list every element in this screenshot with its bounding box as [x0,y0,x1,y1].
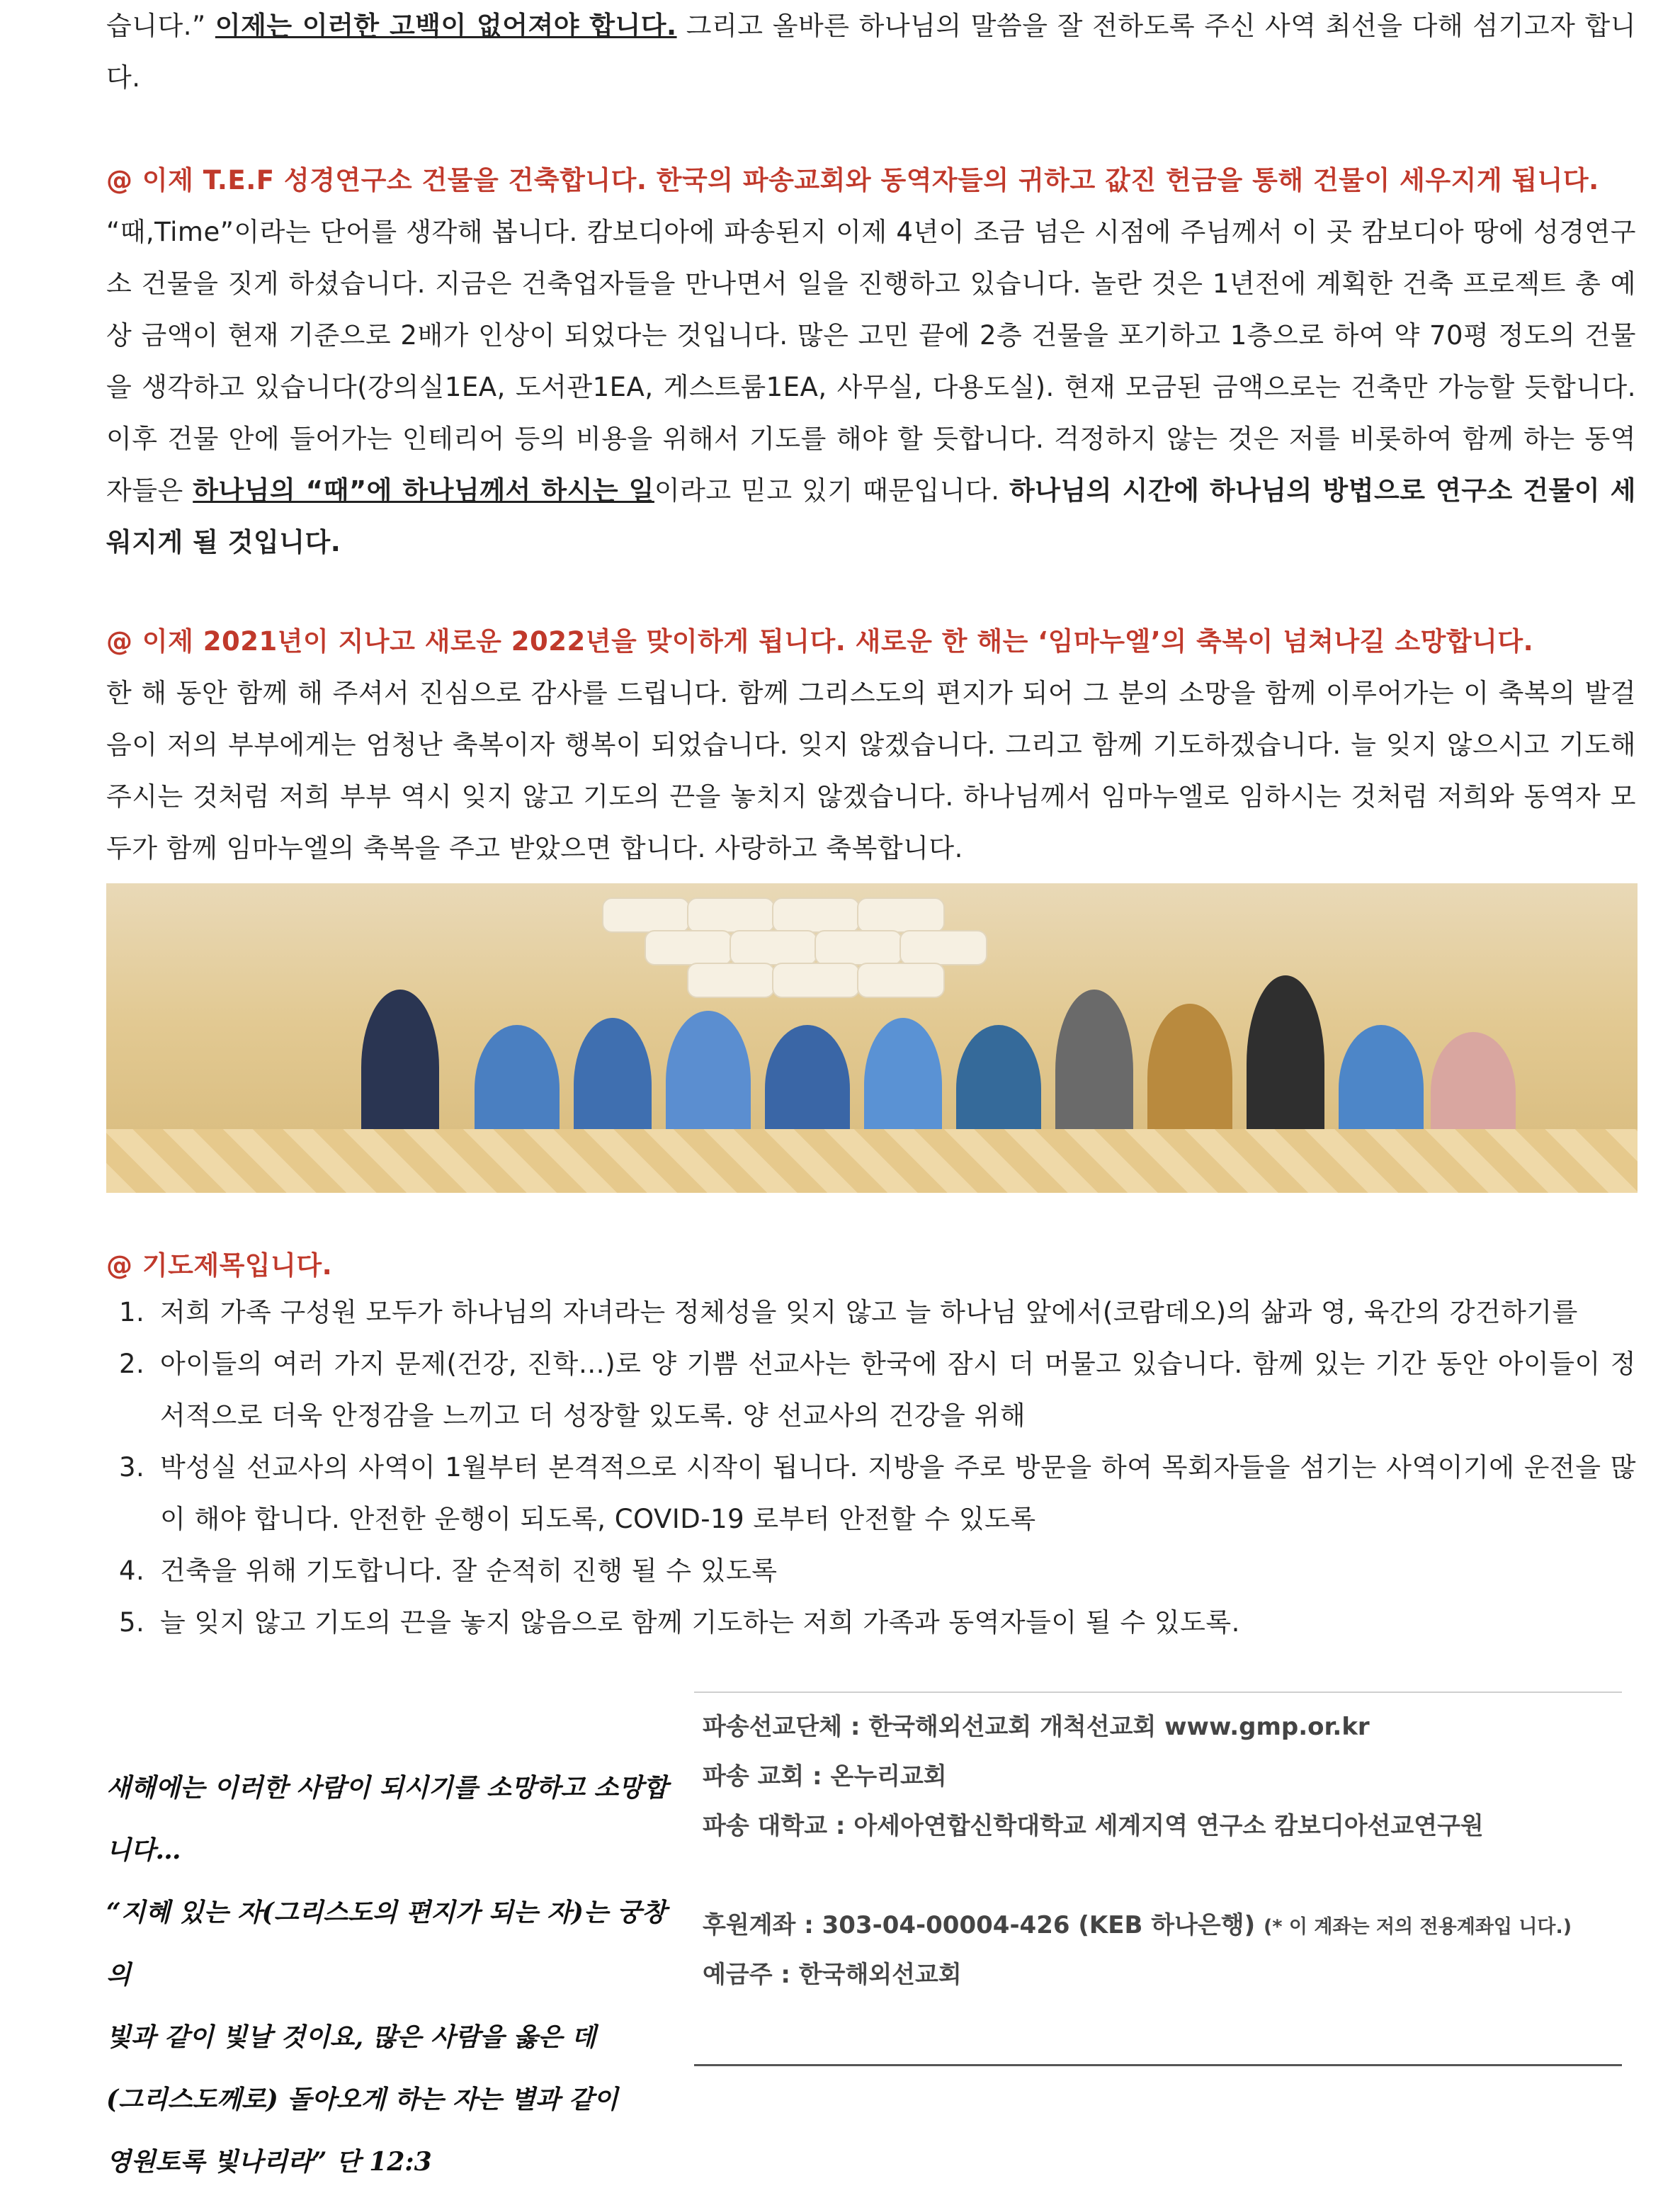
rice-bag [857,897,945,933]
prayer-heading: @ 기도제목입니다. [106,1250,333,1281]
person [361,990,439,1145]
person [1247,975,1324,1152]
rice-bag [857,963,945,998]
divider [694,1692,1622,1693]
divider [694,2064,1622,2066]
donation-account: 후원계좌 : 303-04-00004-426 (KEB 하나은행) (* 이 계좌는 저의 전용계좌입 니다.) [703,1911,1572,1939]
handwritten-verse: 새해에는 이러한 사람이 되시기를 소망하고 소망합니다… “지혜 있는 자(그리스도의 편지가 되는 자)는 궁창의 빛과 같이 빛날 것이요, 많은 사람을 옳은 데 (그리스도께로) 돌아오게 하는 자는 별과 같이 영원토록 빛나리라” 단 12:3 [106,1773,668,2177]
account-holder: 예금주 : 한국해외선교회 [703,1961,962,1989]
section-heading-building: @ 이제 T.E.F 성경연구소 건물을 건축합니다. 한국의 파송교회와 동역자들의 귀하고 값진 헌금을 통해 건물이 세우지게 됩니다. [106,165,1599,196]
prayer-item: 2. 아이들의 여러 가지 문제(건강, 진학…)로 양 기쁨 선교사는 한국에 잠시 더 머물고 있습니다. 함께 있는 기간 동안 아이들이 정서적으로 더욱 안정감을 느끼고 더 성장할 있도록. 양 선교사의 건강을 위해 [119,1349,1636,1431]
rice-bag [687,897,775,933]
sending-university: 파송 대학교 : 아세아연합신학대학교 세계지역 연구소 캄보디아선교연구원 [703,1812,1484,1840]
rice-bag [602,897,690,933]
section-body-new-year: 한 해 동안 함께 해 주셔서 진심으로 감사를 드립니다. 함께 그리스도의 편지가 되어 그 분의 소망을 함께 이루어가는 이 축복의 발걸음이 저의 부부에게는 엄청난 축복이자 행복이 되었습니다. 잊지 않겠습니다. 그리고 함께 기도하겠습니다. 늘 잊지 않으시고 기도해주시는 것처럼 저희 부부 역시 잊지 않고 기도의 끈을 놓치지 않겠습니다. 하나님께서 임마누엘로 임하시는 것처럼 저희와 동역자 모두가 함께 임마누엘의 축복을 주고 받았으면 합니다. 사랑하고 축복합니다. [106,678,1636,863]
group-photo [106,883,1638,1193]
person [1055,990,1133,1152]
gods-time-emphasis: 하나님의 “때”에 하나님께서 하시는 일 [193,475,654,506]
prayer-item: 3. 박성실 선교사의 사역이 1월부터 본격적으로 시작이 됩니다. 지방을 주로 방문을 하여 목회자들을 섬기는 사역이기에 운전을 많이 해야 합니다. 안전한 운행이 되도록, COVID-19 로부터 안전할 수 있도록 [119,1452,1636,1534]
prayer-item: 1. 저희 가족 구성원 모두가 하나님의 자녀라는 정체성을 잊지 않고 늘 하나님 앞에서(코람데오)의 삶과 영, 육간의 강건하기를 [119,1297,1578,1327]
prayer-item: 5. 늘 잊지 않고 기도의 끈을 놓지 않음으로 함께 기도하는 저희 가족과 동역자들이 될 수 있도록. [119,1607,1240,1638]
prayer-item: 4. 건축을 위해 기도합니다. 잘 순적히 진행 될 수 있도록 [119,1556,778,1586]
rice-bag [899,930,987,965]
rice-bag [687,963,775,998]
prayer-list [106,1286,1636,1648]
sending-church: 파송 교회 : 온누리교회 [703,1762,947,1791]
rice-bag [772,897,860,933]
section-body-building: “때,Time”이라는 단어를 생각해 봅니다. 캄보디아에 파송된지 이제 4년이 조금 넘은 시점에 주님께서 이 곳 캄보디아 땅에 성경연구소 건물을 짓게 하셨습니다. 지금은 건축업자들을 만나면서 일을 진행하고 있습니다. 놀란 것은 1년전에 계획한 건축 프로젝트 총 예상 금액이 현재 기준으로 2배가 인상이 되었다는 것입니다. 많은 고민 끝에 2층 건물을 포기하고 1층으로 하여 약 70평 정도의 건물을 생각하고 있습니다(강의실1EA, 도서관1EA, 게스트룸1EA, 사무실, 다용도실). 현재 모금된 금액으로는 건축만 가능할 듯합니다. 이후 건물 안에 들어가는 인테리어 등의 비용을 위해서 기도를 해야 할 듯합니다. 걱정하지 않는 것은 저를 비롯하여 함께 하는 동역자들은 하나님의 “때”에 하나님께서 하시는 일이라고 믿고 있기 때문입니다. 하나님의 시간에 하나님의 방법으로 연구소 건물이 세워지게 될 것입니다. [106,217,1636,557]
rice-bag [645,930,732,965]
sending-organization: 파송선교단체 : 한국해외선교회 개척선교회 www.gmp.or.kr [703,1713,1370,1741]
section-heading-new-year: @ 이제 2021년이 지나고 새로운 2022년을 맞이하게 됩니다. 새로운 한 해는 ‘임마누엘’의 축복이 넘쳐나길 소망합니다. [106,626,1534,657]
rice-bag [730,930,817,965]
rice-bag [772,963,860,998]
intro-paragraph: 습니다.” 이제는 이러한 고백이 없어져야 합니다. 그리고 올바른 하나님의 말씀을 잘 전하도록 주신 사역 최선을 다해 섬기고자 합니다. [106,11,1636,93]
tiled-floor [106,1129,1638,1193]
rice-bag [815,930,902,965]
intro-emphasis: 이제는 이러한 고백이 없어져야 합니다. [215,11,677,41]
gods-way-emphasis: 하나님의 시간에 하나님의 방법으로 연구소 건물이 세워지게 될 것입니다. [106,475,1636,557]
